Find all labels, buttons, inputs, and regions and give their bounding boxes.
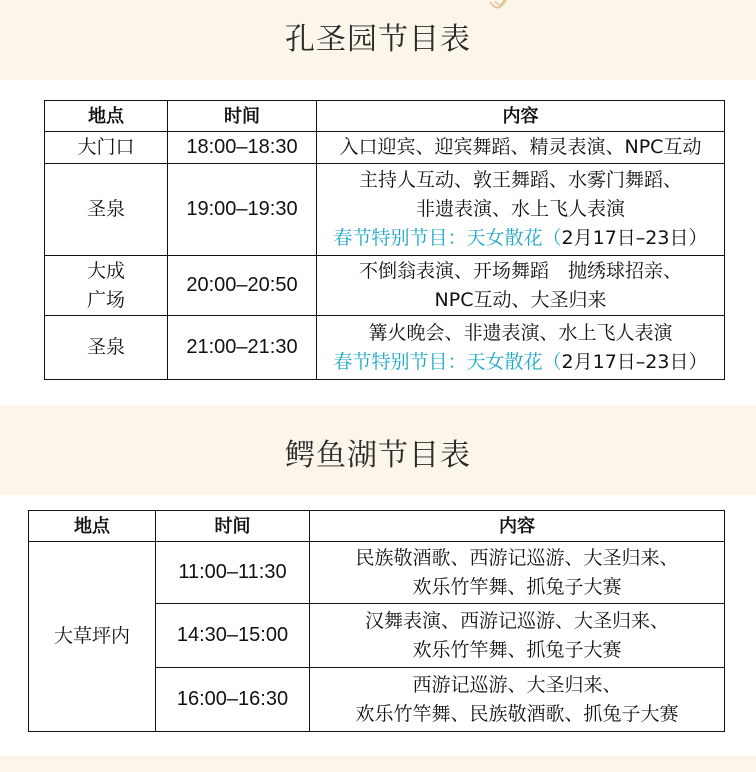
table-header-row — [29, 511, 725, 542]
content-cell: 民族敬酒歌、西游记巡游、大圣归来、 欢乐竹竿舞、抓兔子大赛 — [310, 542, 725, 604]
section1-title: 孔圣园节目表 — [285, 22, 471, 57]
table-row — [29, 542, 725, 604]
place-cell: 大草坪内 — [29, 542, 156, 732]
place-cell: 大门口 — [45, 132, 168, 164]
section2-title: 鳄鱼湖节目表 — [285, 438, 471, 473]
table-row — [45, 316, 725, 380]
content-cell: 西游记巡游、大圣归来、 欢乐竹竿舞、民族敬酒歌、抓兔子大赛 — [310, 668, 725, 732]
time-cell: 19:00–19:30 — [168, 164, 317, 256]
footer-band — [0, 756, 756, 772]
content-cell: 不倒翁表演、开场舞蹈 抛绣球招亲、 NPC互动、大圣归来 — [317, 256, 725, 316]
place-cell: 圣泉 — [45, 164, 168, 256]
time-cell: 18:00–18:30 — [168, 132, 317, 164]
time-cell: 14:30–15:00 — [156, 604, 310, 668]
special-program-line: 春节特别节目：天女散花（2月17日–23日） — [333, 227, 708, 249]
time-cell: 11:00–11:30 — [156, 542, 310, 604]
time-cell: 20:00–20:50 — [168, 256, 317, 316]
time-cell: 16:00–16:30 — [156, 668, 310, 732]
header-place: 地点 — [45, 101, 168, 132]
content-cell: 篝火晚会、非遗表演、水上飞人表演 春节特别节目：天女散花（2月17日–23日） — [317, 316, 725, 380]
header-content: 内容 — [310, 511, 725, 542]
decorative-swirl-icon — [488, 0, 508, 14]
table-row — [45, 132, 725, 164]
content-cell: 入口迎宾、迎宾舞蹈、精灵表演、NPC互动 — [317, 132, 725, 164]
place-cell: 大成 广场 — [45, 256, 168, 316]
special-program-line: 春节特别节目：天女散花（2月17日–23日） — [333, 350, 708, 373]
table-row — [45, 164, 725, 256]
table-row — [45, 256, 725, 316]
header-time: 时间 — [156, 511, 310, 542]
header-place: 地点 — [29, 511, 156, 542]
time-cell: 21:00–21:30 — [168, 316, 317, 380]
section2-schedule-table — [28, 510, 725, 732]
content-cell: 汉舞表演、西游记巡游、大圣归来、 欢乐竹竿舞、抓兔子大赛 — [310, 604, 725, 668]
table-header-row — [45, 101, 725, 132]
header-content: 内容 — [317, 101, 725, 132]
content-cell: 主持人互动、敦王舞蹈、水雾门舞蹈、 非遗表演、水上飞人表演 春节特别节目：天女散花（2月17日–23日） — [317, 164, 725, 256]
section1-schedule-table — [44, 100, 725, 380]
place-cell: 圣泉 — [45, 316, 168, 380]
header-time: 时间 — [168, 101, 317, 132]
